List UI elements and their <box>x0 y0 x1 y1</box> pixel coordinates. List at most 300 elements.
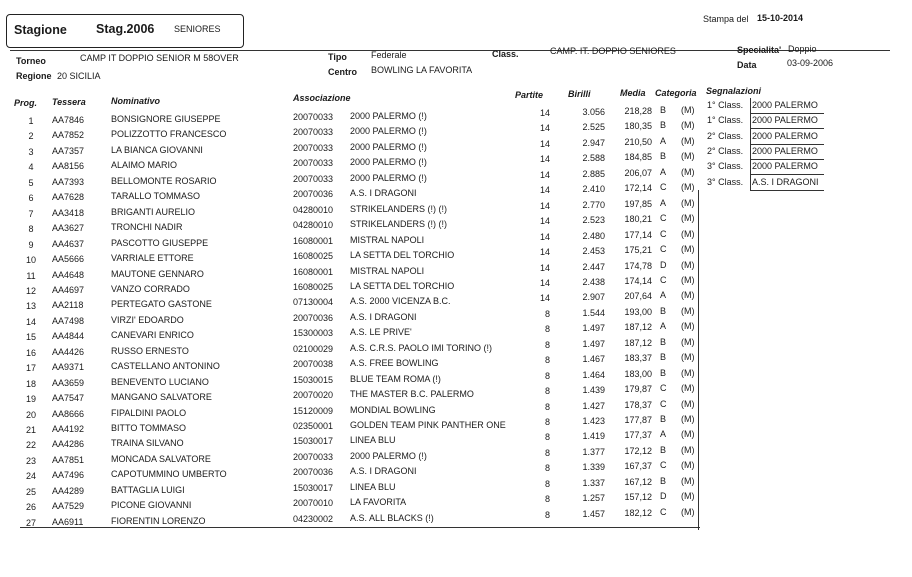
birilli-cell: 1.257 <box>582 493 605 504</box>
tessera-cell: AA7846 <box>52 115 85 125</box>
prog-cell: 18 <box>25 378 36 389</box>
codice-associazione-cell: 20070033 <box>293 173 334 184</box>
col-categoria: Categoria <box>655 88 697 98</box>
media-cell: 197,85 <box>624 198 652 209</box>
data-value: 03-09-2006 <box>787 58 834 68</box>
nominativo-cell: CAPOTUMMINO UMBERTO <box>111 469 227 480</box>
prog-cell: 14 <box>25 316 36 327</box>
prog-cell: 9 <box>28 239 34 250</box>
partite-cell: 14 <box>539 200 550 211</box>
segnalazione-club: A.S. I DRAGONI <box>752 176 819 187</box>
table-row <box>0 321 912 343</box>
tessera-cell: AA8666 <box>52 408 85 419</box>
nominativo-cell: ALAIMO MARIO <box>111 160 178 171</box>
categoria-cell: A <box>660 197 667 208</box>
nominativo-cell: FIORENTIN LORENZO <box>111 515 206 526</box>
genere-cell: (M) <box>681 290 695 301</box>
table-bottom-rule <box>20 527 700 528</box>
birilli-cell: 2.410 <box>582 184 605 195</box>
tessera-cell: AA7851 <box>52 454 85 465</box>
prog-cell: 27 <box>25 517 36 528</box>
nominativo-cell: CANEVARI ENRICO <box>111 330 194 341</box>
tessera-cell: AA4648 <box>52 269 85 280</box>
genere-cell: (M) <box>681 444 695 455</box>
categoria-cell: B <box>660 352 667 363</box>
categoria-cell: C <box>660 460 667 471</box>
prog-cell: 26 <box>25 502 36 513</box>
associazione-cell: A.S. ALL BLACKS (!) <box>350 512 434 523</box>
prog-cell: 12 <box>25 285 36 296</box>
codice-associazione-cell: 20070036 <box>293 189 334 200</box>
prog-cell: 21 <box>25 425 36 435</box>
associazione-cell: GOLDEN TEAM PINK PANTHER ONE <box>350 420 506 430</box>
categoria-cell: B <box>660 414 667 424</box>
prog-cell: 22 <box>25 440 36 451</box>
tessera-cell: AA7547 <box>52 393 85 404</box>
prog-cell: 24 <box>25 471 36 482</box>
partite-cell: 14 <box>539 216 550 227</box>
nominativo-cell: TRONCHI NADIR <box>111 222 183 233</box>
codice-associazione-cell: 04280010 <box>293 204 334 215</box>
partite-cell: 8 <box>544 355 550 366</box>
nominativo-cell: POLIZZOTTO FRANCESCO <box>111 129 227 140</box>
col-media: Media <box>620 88 646 98</box>
partite-cell: 8 <box>544 417 550 427</box>
nominativo-cell: BENEVENTO LUCIANO <box>111 376 209 387</box>
partite-cell: 8 <box>544 478 550 489</box>
codice-associazione-cell: 04230002 <box>293 513 334 524</box>
genere-cell: (M) <box>681 352 695 363</box>
genere-cell: (M) <box>681 491 695 502</box>
birilli-cell: 2.523 <box>582 215 605 226</box>
associazione-cell: THE MASTER B.C. PALERMO <box>350 389 474 400</box>
tipo-value: Federale <box>371 50 407 60</box>
nominativo-cell: TARALLO TOMMASO <box>111 191 201 202</box>
codice-associazione-cell: 20070033 <box>293 127 334 138</box>
genere-cell: (M) <box>681 429 695 440</box>
categoria-cell: D <box>660 491 667 502</box>
prog-cell: 15 <box>25 332 36 343</box>
prog-cell: 19 <box>25 394 36 405</box>
nominativo-cell: RUSSO ERNESTO <box>111 345 189 356</box>
stagione-value: Stag.2006 <box>96 22 155 36</box>
specialita-label: Specialita' <box>737 45 782 55</box>
nominativo-cell: BITTO TOMMASO <box>111 423 187 433</box>
segnalazione-underline <box>750 128 824 129</box>
segnalazione-posizione: 3° Class. <box>707 176 744 187</box>
tipo-label: Tipo <box>328 52 347 62</box>
tessera-cell: AA4697 <box>52 284 85 295</box>
nominativo-cell: LA BIANCA GIOVANNI <box>111 144 203 155</box>
regione-label: Regione <box>16 71 52 81</box>
specialita-value: Doppio <box>788 44 817 54</box>
associazione-cell: STRIKELANDERS (!) (!) <box>350 203 448 214</box>
codice-associazione-cell: 15030017 <box>293 436 334 447</box>
prog-cell: 20 <box>25 409 36 420</box>
codice-associazione-cell: 20070010 <box>293 498 334 509</box>
associazione-cell: LA SETTA DEL TORCHIO <box>350 280 455 291</box>
seniores-label: SENIORES <box>174 24 221 34</box>
prog-cell: 5 <box>28 177 34 188</box>
media-cell: 187,12 <box>624 322 652 333</box>
codice-associazione-cell: 15030015 <box>293 374 334 385</box>
categoria-cell: B <box>660 151 667 162</box>
torneo-label: Torneo <box>16 56 46 66</box>
partite-cell: 8 <box>544 401 550 412</box>
data-label: Data <box>737 60 757 70</box>
genere-cell: (M) <box>681 135 695 146</box>
nominativo-cell: MANGANO SALVATORE <box>111 392 212 403</box>
genere-cell: (M) <box>681 105 695 115</box>
partite-cell: 8 <box>544 447 550 458</box>
categoria-cell: C <box>660 398 667 409</box>
prog-cell: 8 <box>28 224 34 235</box>
associazione-cell: MISTRAL NAPOLI <box>350 234 425 245</box>
tessera-cell: AA4192 <box>52 424 85 434</box>
associazione-cell: A.S. C.R.S. PAOLO IMI TORINO (!) <box>350 342 493 353</box>
genere-cell: (M) <box>681 414 695 424</box>
nominativo-cell: BRIGANTI AURELIO <box>111 206 196 217</box>
media-cell: 167,12 <box>624 476 652 487</box>
segnalazione-posizione: 3° Class. <box>707 161 744 172</box>
prog-cell: 4 <box>28 162 34 173</box>
associazione-cell: 2000 PALERMO (!) <box>350 450 427 461</box>
tessera-cell: AA2118 <box>52 300 84 311</box>
codice-associazione-cell: 15120009 <box>293 405 334 416</box>
genere-cell: (M) <box>681 151 695 162</box>
associazione-cell: A.S. I DRAGONI <box>350 466 417 477</box>
categoria-cell: C <box>660 182 667 193</box>
codice-associazione-cell: 16080025 <box>293 251 334 262</box>
codice-associazione-cell: 07130004 <box>293 297 334 308</box>
media-cell: 183,00 <box>624 368 652 379</box>
codice-associazione-cell: 16080001 <box>293 266 334 277</box>
birilli-cell: 2.480 <box>582 230 605 241</box>
partite-cell: 14 <box>539 123 550 134</box>
genere-cell: (M) <box>681 336 695 347</box>
codice-associazione-cell: 16080025 <box>293 281 334 292</box>
partite-cell: 14 <box>539 262 550 273</box>
media-cell: 180,35 <box>624 121 652 132</box>
col-nominativo: Nominativo <box>111 96 161 106</box>
categoria-cell: A <box>660 166 667 177</box>
associazione-cell: 2000 PALERMO (!) <box>350 172 427 183</box>
segnalazione-posizione: 1° Class. <box>707 100 744 110</box>
tessera-cell: AA8156 <box>52 161 85 172</box>
codice-associazione-cell: 20070038 <box>293 359 334 370</box>
media-cell: 177,37 <box>624 430 652 441</box>
genere-cell: (M) <box>681 305 695 316</box>
nominativo-cell: MAUTONE GENNARO <box>111 268 204 279</box>
prog-cell: 17 <box>25 363 36 374</box>
tessera-cell: AA7498 <box>52 315 85 326</box>
segnalazione-underline <box>750 113 824 114</box>
segnalazione-item <box>0 177 912 189</box>
categoria-cell: B <box>660 475 667 486</box>
tessera-cell: AA4844 <box>52 331 85 342</box>
genere-cell: (M) <box>681 166 695 177</box>
nominativo-cell: FIPALDINI PAOLO <box>111 407 187 418</box>
media-cell: 174,78 <box>624 260 652 271</box>
segnalazione-underline <box>750 174 824 175</box>
genere-cell: (M) <box>681 197 695 208</box>
codice-associazione-cell: 20070033 <box>293 451 334 462</box>
media-cell: 174,14 <box>624 275 652 286</box>
tessera-cell: AA4426 <box>52 346 85 357</box>
associazione-cell: A.S. 2000 VICENZA B.C. <box>350 296 451 307</box>
categoria-cell: A <box>660 290 667 301</box>
col-birilli: Birilli <box>568 89 591 99</box>
categoria-cell: B <box>660 120 667 131</box>
associazione-cell: BLUE TEAM ROMA (!) <box>350 373 441 384</box>
categoria-cell: C <box>660 213 667 224</box>
segnalazione-club: 2000 PALERMO <box>752 115 818 126</box>
tessera-cell: AA4289 <box>52 485 85 496</box>
segnalazione-item <box>0 161 912 173</box>
codice-associazione-cell: 15030017 <box>293 482 334 493</box>
media-cell: 184,85 <box>624 152 652 163</box>
col-partite: Partite <box>515 90 544 100</box>
media-cell: 218,28 <box>624 106 652 116</box>
genere-cell: (M) <box>681 321 695 332</box>
partite-cell: 14 <box>539 185 550 196</box>
genere-cell: (M) <box>681 367 695 378</box>
tessera-cell: AA3627 <box>52 223 85 234</box>
birilli-cell: 3.056 <box>582 107 605 117</box>
associazione-cell: A.S. FREE BOWLING <box>350 358 439 369</box>
segnalazione-item <box>0 146 912 158</box>
segnalazione-underline <box>750 159 824 160</box>
media-cell: 172,14 <box>624 183 652 194</box>
stagione-label: Stagione <box>14 23 67 37</box>
associazione-cell: A.S. I DRAGONI <box>350 188 417 199</box>
genere-cell: (M) <box>681 228 695 239</box>
nominativo-cell: VARRIALE ETTORE <box>111 253 194 264</box>
partite-cell: 8 <box>544 432 550 443</box>
partite-cell: 14 <box>539 247 550 258</box>
birilli-cell: 2.588 <box>582 153 605 164</box>
col-tessera: Tessera <box>52 97 86 107</box>
birilli-cell: 1.377 <box>582 446 605 457</box>
media-cell: 180,21 <box>624 214 652 225</box>
tessera-cell: AA7852 <box>52 130 85 141</box>
partite-cell: 14 <box>539 169 550 180</box>
media-cell: 157,12 <box>624 492 652 503</box>
codice-associazione-cell: 20070036 <box>293 467 334 478</box>
media-cell: 187,12 <box>624 337 652 348</box>
media-cell: 182,12 <box>624 507 652 518</box>
categoria-cell: D <box>660 259 667 270</box>
segnalazione-posizione: 2° Class. <box>707 145 744 156</box>
codice-associazione-cell: 02100029 <box>293 343 334 354</box>
birilli-cell: 1.423 <box>582 416 605 426</box>
tessera-cell: AA9371 <box>52 362 85 373</box>
tessera-cell: AA7529 <box>52 501 85 512</box>
categoria-cell: A <box>660 321 667 332</box>
tessera-cell: AA7628 <box>52 192 85 203</box>
partite-cell: 14 <box>539 108 550 118</box>
partite-cell: 14 <box>539 277 550 288</box>
nominativo-cell: VANZO CORRADO <box>111 283 190 294</box>
birilli-cell: 1.497 <box>582 323 605 334</box>
segnalazione-posizione: 1° Class. <box>707 115 744 126</box>
birilli-cell: 2.947 <box>582 137 605 148</box>
birilli-cell: 2.438 <box>582 276 605 287</box>
nominativo-cell: TRAINA SILVANO <box>111 438 184 449</box>
tessera-cell: AA6911 <box>52 516 84 527</box>
categoria-cell: C <box>660 506 667 517</box>
media-cell: 167,37 <box>624 461 652 472</box>
prog-cell: 7 <box>28 208 34 219</box>
genere-cell: (M) <box>681 460 695 471</box>
segnalazione-item <box>0 100 912 112</box>
prog-cell: 1 <box>28 116 34 126</box>
codice-associazione-cell: 20070036 <box>293 312 334 323</box>
media-cell: 178,37 <box>624 399 652 410</box>
genere-cell: (M) <box>681 244 695 255</box>
col-prog: Prog. <box>14 98 38 108</box>
birilli-cell: 1.544 <box>582 307 605 318</box>
birilli-cell: 2.770 <box>582 199 605 210</box>
stampa-label: Stampa del <box>703 14 749 24</box>
associazione-cell: LA FAVORITA <box>350 497 407 508</box>
categoria-cell: C <box>660 228 667 239</box>
birilli-cell: 2.525 <box>582 122 605 133</box>
genere-cell: (M) <box>681 383 695 394</box>
categoria-cell: B <box>660 444 667 455</box>
codice-associazione-cell: 20070033 <box>293 158 334 169</box>
associazione-cell: MISTRAL NAPOLI <box>350 265 425 276</box>
codice-associazione-cell: 04280010 <box>293 220 334 231</box>
media-cell: 172,12 <box>624 445 652 456</box>
partite-cell: 8 <box>544 509 550 520</box>
partite-cell: 8 <box>544 339 550 350</box>
media-cell: 210,50 <box>624 136 652 147</box>
birilli-cell: 1.457 <box>582 508 605 519</box>
centro-label: Centro <box>328 67 357 77</box>
nominativo-cell: PERTEGATO GASTONE <box>111 299 212 310</box>
birilli-cell: 1.464 <box>582 369 605 380</box>
tessera-cell: AA3659 <box>52 377 85 388</box>
segnalazione-club: 2000 PALERMO <box>752 161 818 172</box>
partite-cell: 8 <box>544 386 550 397</box>
birilli-cell: 2.885 <box>582 168 605 179</box>
associazione-cell: A.S. I DRAGONI <box>350 311 417 322</box>
nominativo-cell: PICONE GIOVANNI <box>111 500 192 511</box>
nominativo-cell: BATTAGLIA LUIGI <box>111 484 185 495</box>
media-cell: 175,21 <box>624 245 652 256</box>
genere-cell: (M) <box>681 506 695 517</box>
partite-cell: 14 <box>539 154 550 165</box>
tessera-cell: AA3418 <box>52 207 85 218</box>
prog-cell: 25 <box>25 486 36 497</box>
categoria-cell: C <box>660 383 667 394</box>
prog-cell: 10 <box>25 255 36 266</box>
partite-cell: 8 <box>544 494 550 505</box>
categoria-cell: B <box>660 367 667 378</box>
codice-associazione-cell: 20070033 <box>293 142 334 153</box>
associazione-cell: STRIKELANDERS (!) (!) <box>350 219 448 230</box>
categoria-cell: A <box>660 135 667 146</box>
codice-associazione-cell: 16080001 <box>293 235 334 246</box>
media-cell: 193,00 <box>624 306 652 317</box>
associazione-cell: LA SETTA DEL TORCHIO <box>350 250 455 261</box>
segnalazione-underline <box>750 190 824 191</box>
genere-cell: (M) <box>681 120 695 131</box>
segnalazione-underline <box>750 144 824 145</box>
genere-cell: (M) <box>681 259 695 270</box>
segnalazione-club: 2000 PALERMO <box>752 145 818 156</box>
tessera-cell: AA7357 <box>52 145 85 156</box>
nominativo-cell: BONSIGNORE GIUSEPPE <box>111 114 221 124</box>
codice-associazione-cell: 02350001 <box>293 421 334 431</box>
codice-associazione-cell: 15300003 <box>293 328 334 339</box>
tessera-cell: AA4637 <box>52 238 85 249</box>
genere-cell: (M) <box>681 274 695 285</box>
categoria-cell: C <box>660 244 667 255</box>
categoria-cell: A <box>660 429 667 440</box>
segnalazione-posizione: 2° Class. <box>707 130 744 141</box>
codice-associazione-cell: 20070020 <box>293 390 334 401</box>
nominativo-cell: CASTELLANO ANTONINO <box>111 361 220 372</box>
tessera-cell: AA4286 <box>52 439 85 450</box>
media-cell: 207,64 <box>624 291 652 302</box>
partite-cell: 8 <box>544 463 550 474</box>
associazione-cell: A.S. LE PRIVE' <box>350 327 412 338</box>
torneo-value: CAMP IT DOPPIO SENIOR M 58OVER <box>80 53 239 63</box>
regione-value: 20 SICILIA <box>57 71 101 81</box>
associazione-cell: 2000 PALERMO (!) <box>350 157 427 168</box>
categoria-cell: B <box>660 336 667 347</box>
prog-cell: 6 <box>28 193 34 204</box>
genere-cell: (M) <box>681 182 695 193</box>
birilli-cell: 1.439 <box>582 385 605 396</box>
genere-cell: (M) <box>681 213 695 224</box>
associazione-cell: MONDIAL BOWLING <box>350 404 436 415</box>
col-segnalazioni: Segnalazioni <box>706 86 762 96</box>
stampa-date: 15-10-2014 <box>757 13 804 23</box>
prog-cell: 16 <box>25 347 36 358</box>
prog-cell: 13 <box>25 301 36 312</box>
birilli-cell: 1.467 <box>582 354 605 365</box>
associazione-cell: 2000 PALERMO (!) <box>350 126 427 137</box>
page-edge-line <box>698 190 699 530</box>
partite-cell: 14 <box>539 231 550 242</box>
segnalazione-club: 2000 PALERMO <box>752 100 818 110</box>
birilli-cell: 1.419 <box>582 431 605 442</box>
associazione-cell: 2000 PALERMO (!) <box>350 141 427 152</box>
media-cell: 177,14 <box>624 229 652 240</box>
nominativo-cell: BELLOMONTE ROSARIO <box>111 175 217 186</box>
associazione-cell: LINEA BLU <box>350 481 396 492</box>
genere-cell: (M) <box>681 475 695 486</box>
categoria-cell: B <box>660 305 667 316</box>
categoria-cell: B <box>660 105 667 115</box>
prog-cell: 2 <box>28 131 34 142</box>
nominativo-cell: VIRZI' EDOARDO <box>111 314 184 325</box>
codice-associazione-cell: 20070033 <box>293 112 334 122</box>
tessera-cell: AA5666 <box>52 254 85 265</box>
segnalazione-item <box>0 131 912 143</box>
associazione-cell: LINEA BLU <box>350 435 396 446</box>
partite-cell: 14 <box>539 293 550 304</box>
genere-cell: (M) <box>681 398 695 409</box>
birilli-cell: 2.453 <box>582 246 605 257</box>
partite-cell: 14 <box>539 138 550 149</box>
prog-cell: 23 <box>25 455 36 466</box>
centro-value: BOWLING LA FAVORITA <box>371 65 473 75</box>
birilli-cell: 1.339 <box>582 462 605 473</box>
